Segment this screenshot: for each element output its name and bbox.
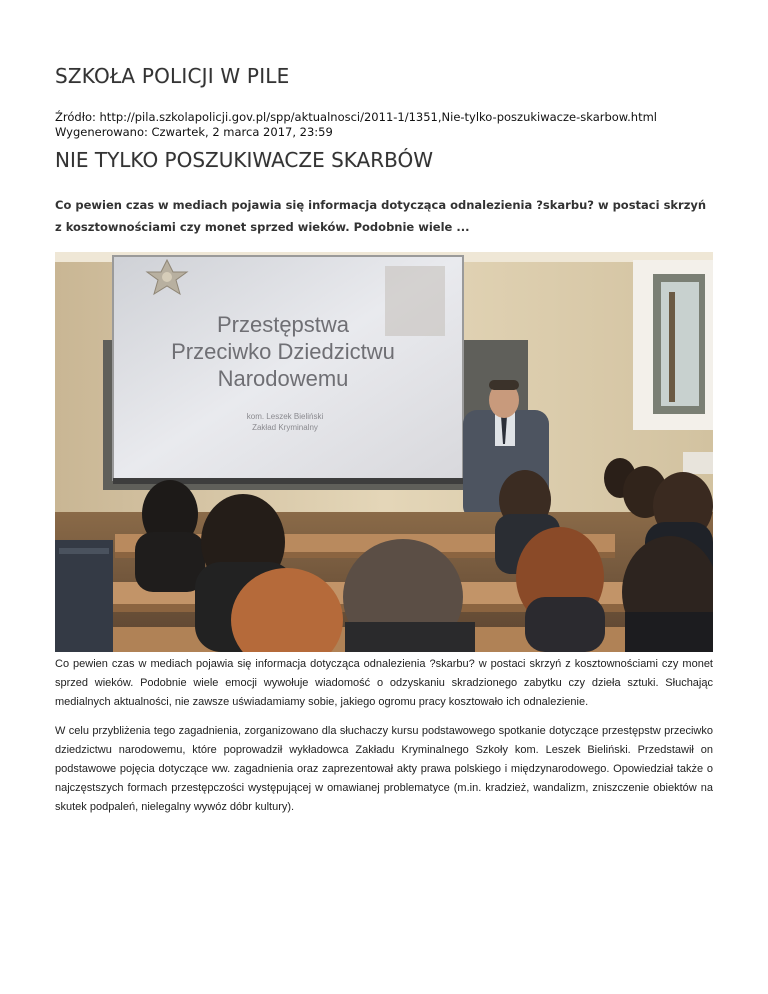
slide-unit: Zakład Kryminalny [252, 423, 318, 432]
slide-line-2: Przeciwko Dziedzictwu [171, 339, 395, 364]
article-lead: Co pewien czas w mediach pojawia się informacja dotycząca odnalezienia ?skarbu? w postaci skrzyń z kosztownościami czy monet sprzed wieków. Podobnie wiele ... [55, 198, 707, 234]
meta-block [55, 110, 657, 140]
generated-line: Wygenerowano: Czwartek, 2 marca 2017, 23:59 [55, 125, 333, 139]
slide-line-3: Narodowemu [217, 366, 349, 391]
slide-line-1: Przestępstwa [216, 312, 350, 337]
lecture-photo [55, 252, 713, 652]
source-line: Źródło: http://pila.szkolapolicji.gov.pl/spp/aktualnosci/2011-1/1351,Nie-tylko-poszukiwacze-skarbow.html [55, 110, 658, 124]
article-paragraph-1: Co pewien czas w mediach pojawia się informacja dotycząca odnalezienia ?skarbu? w postaci skrzyń z kosztownościami czy monet sprzed wieków. Podobnie wiele emocji wywołuje wiadomość o odzyskaniu skradzionego zabytku czy dzieła sztuki. Słuchając medialnych aktualności, nie zawsze uświadamiamy sobie, jakiego ogromu pracy kosztowało ich odnalezienie. [55, 658, 713, 708]
article-title: NIE TYLKO POSZUKIWACZE SKARBÓW [55, 148, 433, 172]
lecture-photo-illustration [55, 252, 713, 652]
site-title: SZKOŁA POLICJI W PILE [55, 64, 290, 88]
slide-author: kom. Leszek Bieliński [246, 412, 324, 421]
article-paragraph-2: W celu przybliżenia tego zagadnienia, zorganizowano dla słuchaczy kursu podstawowego spotkanie dotyczące przestępstw przeciwko dziedzictwu narodowemu, które poprowadził wykładowca Zakładu Kryminalnego Szkoły kom. Leszek Bieliński. Przedstawił on podstawowe pojęcia dotyczące ww. zagadnienia oraz zaprezentował akty prawa polskiego i międzynarodowego. Opowiedział także o najczęstszych formach przestępczości występującej w omawianej problematyce (m.in. kradzież, wandalizm, zniszczenie obiektów na skutek podpaleń, nielegalny wywóz dóbr kultury). [55, 725, 713, 813]
